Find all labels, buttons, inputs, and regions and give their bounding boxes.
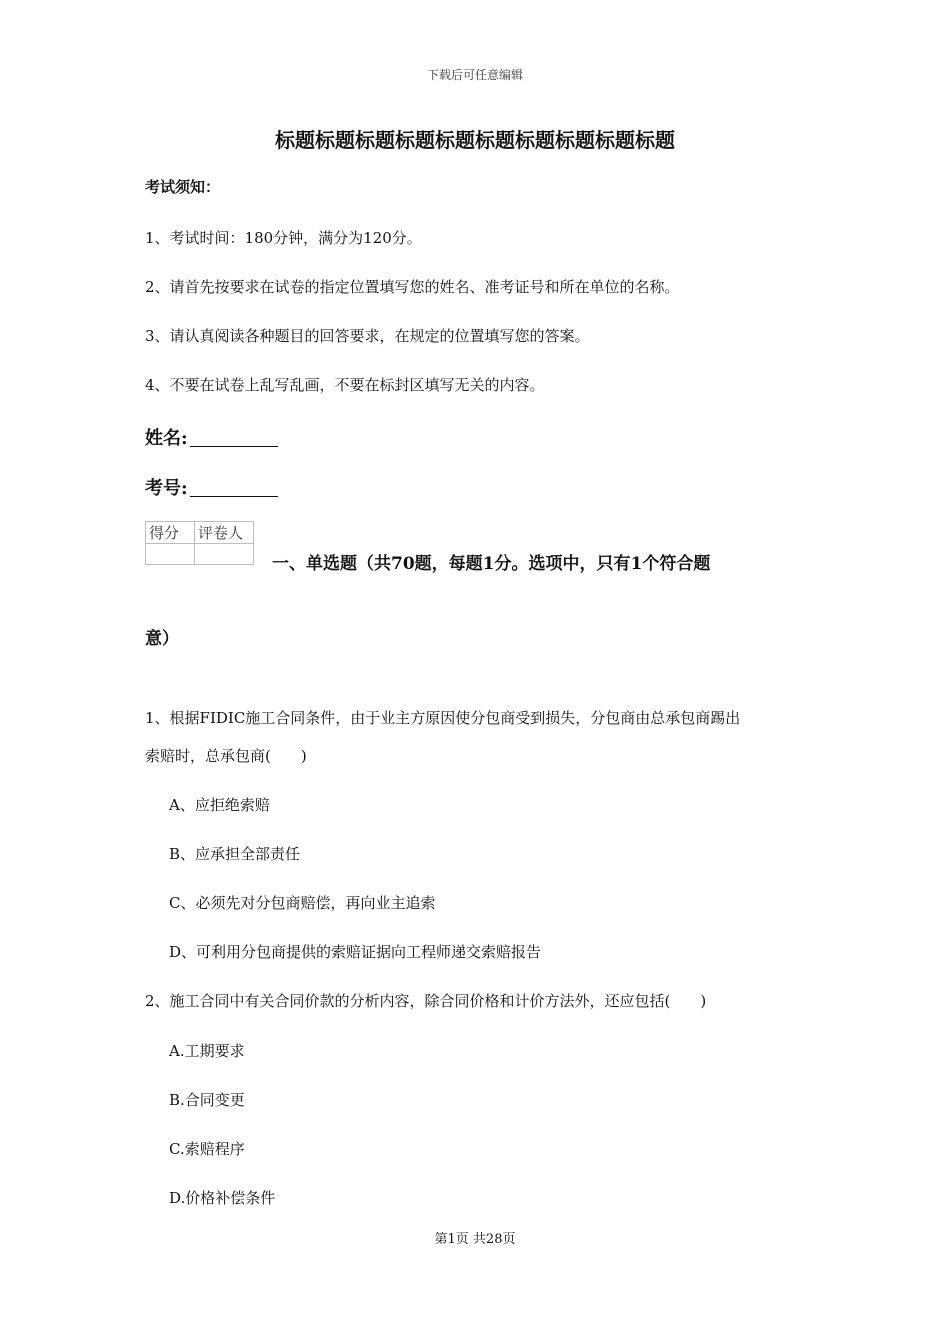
download-note: 下载后可任意编辑 [426,68,523,82]
score-header: 得分 [146,522,195,544]
question-text: 索赔时，总承包商( ) [145,747,307,765]
option: B、应承担全部责任 [169,845,301,863]
name-blank[interactable] [190,428,278,447]
option: D.价格补偿条件 [169,1189,276,1207]
notice-item: 3、请认真阅读各种题目的回答要求，在规定的位置填写您的答案。 [145,327,590,345]
option: C、必须先对分包商赔偿，再向业主追索 [169,894,436,912]
score-cell [146,544,195,565]
question-text: 2、施工合同中有关合同价款的分析内容，除合同价格和计价方法外，还应包括( ) [145,992,707,1010]
id-blank[interactable] [190,478,278,497]
name-field [145,424,278,450]
page-number: 第1页 共28页 [434,1232,516,1247]
section-title-continued: 意） [145,629,179,649]
question-text: 1、根据FIDIC施工合同条件，由于业主方原因使分包商受到损失，分包商由总承包商踢出 [145,709,741,727]
id-label: 考号: [145,478,188,499]
option: A、应拒绝索赔 [169,796,270,814]
option: B.合同变更 [169,1091,245,1109]
document-title: 标题标题标题标题标题标题标题标题标题标题 [275,128,675,152]
grader-cell [195,544,254,565]
notice-heading: 考试须知： [145,178,221,196]
option: D、可利用分包商提供的索赔证据向工程师递交索赔报告 [169,943,542,961]
grader-header: 评卷人 [195,522,254,544]
id-field [145,474,278,500]
option: A.工期要求 [169,1042,245,1060]
score-table [145,521,254,565]
notice-item: 4、不要在试卷上乱写乱画，不要在标封区填写无关的内容。 [145,376,545,394]
option: C.索赔程序 [169,1140,245,1158]
notice-item: 1、考试时间：180分钟，满分为120分。 [145,229,422,247]
name-label: 姓名: [145,428,188,449]
notice-item: 2、请首先按要求在试卷的指定位置填写您的姓名、准考证号和所在单位的名称。 [145,278,680,296]
section-title: 一、单选题（共70题，每题1分。选项中，只有1个符合题 [272,554,711,574]
